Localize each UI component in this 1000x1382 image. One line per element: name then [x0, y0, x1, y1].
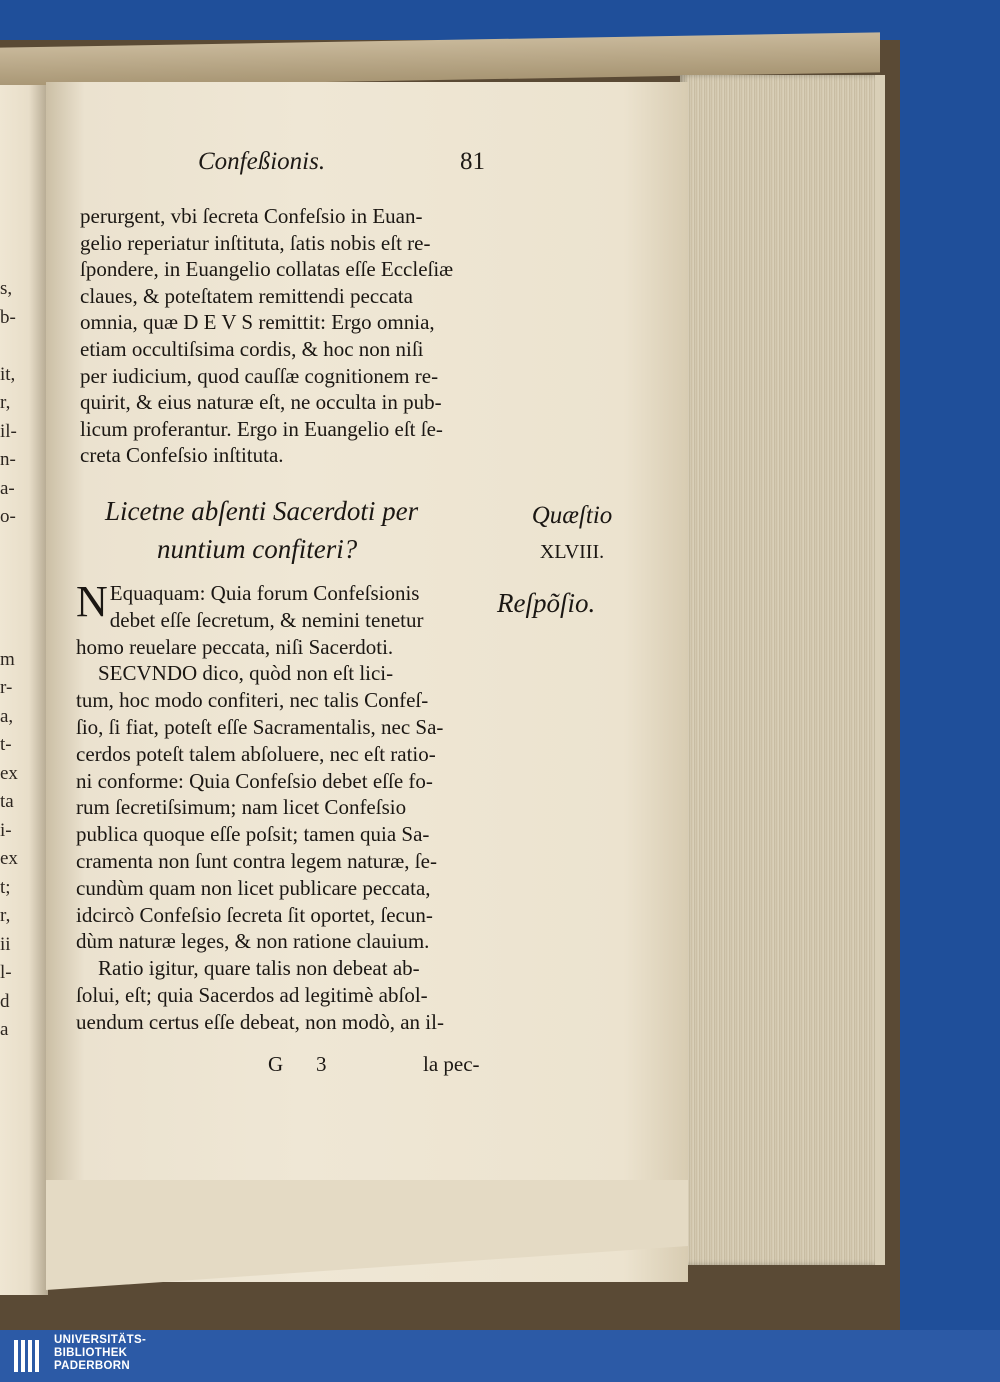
- margin-response-note: Reſpõſio.: [497, 588, 596, 618]
- left-fragment: [0, 589, 20, 618]
- signature-number: 3: [316, 1052, 327, 1076]
- body-line: claues, & poteſtatem remittendi peccata: [80, 283, 413, 308]
- left-fragment: d: [0, 990, 10, 1012]
- left-fragment: ex: [0, 762, 18, 784]
- left-fragment: [0, 332, 20, 361]
- answer-line: Ratio igitur, quare talis non debeat ab-: [98, 956, 420, 981]
- body-line: creta Confeſsio inſtituta.: [80, 443, 284, 468]
- library-name: [54, 1334, 146, 1373]
- left-fragment: m: [0, 648, 15, 670]
- body-line: etiam occultiſsima cordis, & hoc non niſi: [80, 336, 424, 361]
- body-line: quirit, & eius naturæ eſt, ne occulta in pub-: [80, 390, 442, 415]
- left-fragment: n-: [0, 449, 16, 470]
- body-line: omnia, quæ D E V S remittit: Ergo omnia,: [80, 310, 435, 335]
- answer-line: uendum certus eſſe debeat, non modò, an il-: [76, 1009, 444, 1034]
- left-fragment: r,: [0, 905, 11, 926]
- question-number: XLVIII.: [539, 541, 605, 563]
- left-page: [0, 85, 48, 1295]
- library-name-line-3: PADERBORN: [54, 1360, 130, 1372]
- question-line-2: nuntium confiteri?: [157, 534, 358, 564]
- library-name-line-1: UNIVERSITÄTS-: [54, 1334, 147, 1346]
- answer-line: cerdos poteſt talem abſoluere, nec eſt ratio-: [76, 741, 436, 766]
- left-fragment: it,: [0, 363, 16, 385]
- answer-line: idcircò Confeſsio ſecreta ſit oportet, ſecun-: [76, 902, 433, 927]
- left-fragment: il-: [0, 420, 17, 442]
- answer-line: homo reuelare peccata, niſi Sacerdoti.: [76, 634, 394, 659]
- left-fragment: ex: [0, 848, 18, 869]
- catchword: la pec-: [423, 1052, 480, 1076]
- running-header: [198, 148, 498, 176]
- answer-line: rum ſecretiſsimum; nam licet Confeſsio: [76, 795, 407, 820]
- question-label: Quæſtio: [531, 502, 613, 529]
- answer-paragraph: [76, 577, 496, 1036]
- answer-line: ſio, ſi fiat, poteſt eſſe Sacramentalis, nec Sa-: [76, 714, 444, 739]
- left-fragment: [0, 532, 20, 561]
- answer-line: tum, hoc modo confiteri, nec talis Confeſ-: [76, 688, 429, 713]
- drop-cap: N: [76, 577, 108, 626]
- left-fragment: a,: [0, 705, 14, 727]
- body-line: gelio reperiatur inſtituta, ſatis nobis eſt re-: [80, 230, 431, 255]
- body-line: perurgent, vbi ſecreta Confeſsio in Euan-: [80, 204, 423, 228]
- body-line: licum proferantur. Ergo in Euangelio eſt ſe-: [80, 416, 443, 441]
- left-fragment: t;: [0, 876, 11, 898]
- margin-question-note: [517, 498, 627, 570]
- body-line: per iudicium, quod cauſſæ cognitionem re-: [80, 363, 439, 388]
- page-block-edge: [680, 75, 885, 1265]
- left-fragment: ta: [0, 791, 14, 812]
- left-page-fragments: [0, 275, 20, 1045]
- left-fragment: a-: [0, 477, 15, 499]
- left-fragment: a: [0, 1019, 9, 1040]
- left-fragment: i-: [0, 819, 12, 841]
- body-paragraph: [80, 203, 505, 469]
- answer-line: Equaquam: Quia forum Confeſsionis: [109, 581, 420, 605]
- answer-line: ſolui, eſt; quia Sacerdos ad legitimè abſol-: [76, 982, 428, 1007]
- body-line: ſpondere, in Euangelio collatas eſſe Eccleſiæ: [80, 257, 454, 282]
- answer-line: cramenta non ſunt contra legem naturæ, ſe-: [76, 848, 437, 873]
- left-fragment: [0, 617, 20, 646]
- question-heading: [95, 492, 495, 568]
- left-fragment: r,: [0, 392, 11, 413]
- answer-line: ni conforme: Quia Confeſsio debet eſſe fo-: [76, 768, 433, 793]
- left-fragment: t-: [0, 734, 12, 755]
- left-fragment: l-: [0, 962, 12, 983]
- library-name-line-2: BIBLIOTHEK: [54, 1347, 128, 1359]
- left-fragment: [0, 560, 20, 589]
- signature-letter: G: [268, 1052, 284, 1076]
- left-fragment: s,: [0, 278, 13, 299]
- question-line-1: Licetne abſenti Sacerdoti per: [105, 496, 419, 526]
- library-bar: [0, 1330, 1000, 1382]
- answer-line: dùm naturæ leges, & non ratione clauium.: [76, 929, 430, 954]
- answer-line: debet eſſe ſecretum, & nemini tenetur: [109, 607, 424, 632]
- answer-line: SECVNDO dico, quòd non eſt lici-: [98, 661, 394, 686]
- left-fragment: ii: [0, 933, 11, 955]
- left-fragment: b-: [0, 306, 16, 328]
- left-fragment: r-: [0, 677, 13, 698]
- left-fragment: o-: [0, 506, 16, 527]
- page-number: 81: [460, 148, 485, 175]
- running-title: Confeßionis.: [198, 148, 326, 175]
- answer-line: cundùm quam non licet publicare peccata,: [76, 875, 431, 900]
- library-logo-icon: [12, 1338, 44, 1374]
- answer-line: publica quoque eſſe poſsit; tamen quia Sa-: [76, 822, 430, 847]
